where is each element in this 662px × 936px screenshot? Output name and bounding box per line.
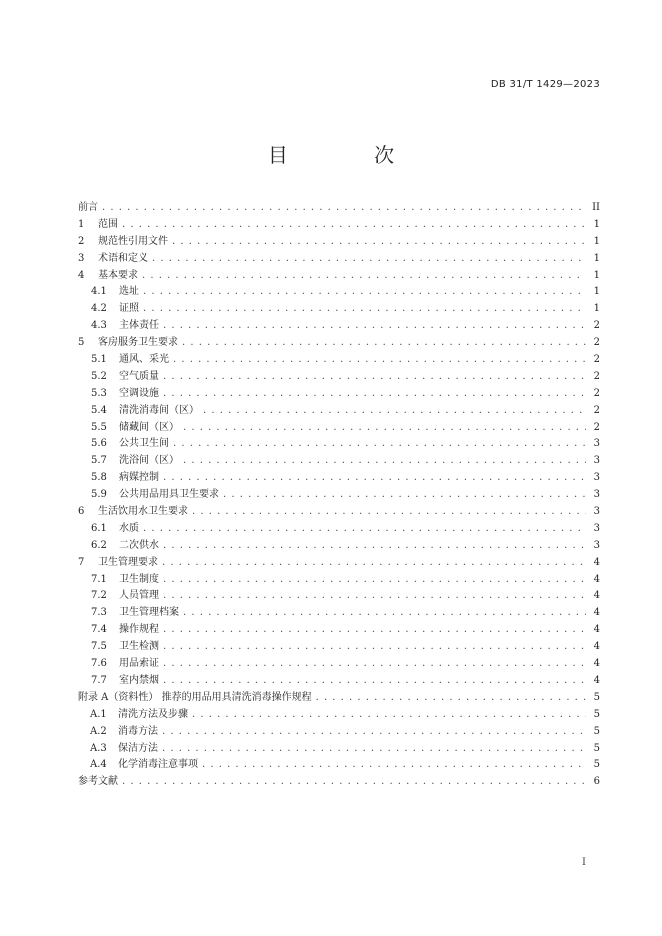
toc-leader-dots [163, 318, 586, 335]
toc-entry-number: A.3 [90, 742, 107, 754]
toc-entry-number: 6 [78, 506, 85, 518]
toc-entry-page: 2 [593, 320, 600, 332]
toc-leader-dots [162, 724, 586, 741]
toc-entry[interactable] [78, 656, 600, 673]
toc-entry-number: 7.5 [91, 641, 107, 653]
toc-leader-dots [223, 487, 586, 504]
toc-entry[interactable] [78, 707, 600, 724]
toc-entry[interactable] [78, 757, 600, 774]
toc-entry[interactable] [78, 453, 600, 470]
toc-entry[interactable] [78, 318, 600, 335]
toc-entry-number: 5.8 [91, 472, 107, 484]
toc-entry[interactable] [78, 724, 600, 741]
toc-leader-dots [162, 555, 586, 572]
toc-entry[interactable] [78, 420, 600, 437]
toc-entry-number: 4.1 [91, 286, 107, 298]
toc-entry[interactable] [78, 487, 600, 504]
toc-entry-page: 3 [593, 472, 600, 484]
toc-entry[interactable] [78, 538, 600, 555]
toc-entry-title: 生活饮用水卫生要求 [98, 506, 188, 518]
toc-entry-page: 3 [593, 506, 600, 518]
toc-entry[interactable] [78, 234, 600, 251]
toc-entry[interactable] [78, 605, 600, 622]
toc-entry-page: 5 [593, 759, 600, 771]
toc-leader-dots [183, 420, 586, 437]
toc-leader-dots [163, 369, 586, 386]
toc-entry-number: 4.3 [91, 320, 107, 332]
toc-entry[interactable] [78, 639, 600, 656]
toc-entry-page: 1 [593, 218, 600, 230]
toc-leader-dots [203, 403, 586, 420]
toc-entry-number: 5.6 [91, 438, 107, 450]
toc-entry-title: 保洁方法 [118, 742, 158, 754]
toc-entry[interactable] [78, 251, 600, 268]
toc-leader-dots [163, 639, 586, 656]
toc-entry-page: 4 [593, 573, 600, 585]
page-title: 目 次 [267, 143, 435, 167]
toc-entry-title: 卫生检测 [119, 641, 159, 653]
toc-entry-title: 空调设施 [119, 387, 159, 399]
toc-entry-page: 1 [593, 235, 600, 247]
toc-entry-page: 4 [593, 674, 600, 686]
toc-entry-number: 4.2 [91, 303, 107, 315]
toc-entry[interactable] [78, 673, 600, 690]
toc-entry-number: 5.5 [91, 421, 107, 433]
toc-entry-title: 选址 [119, 286, 139, 298]
toc-entry[interactable] [78, 284, 600, 301]
toc-entry-title: 化学消毒注意事项 [118, 759, 198, 771]
toc-entry-number: 5.7 [91, 455, 107, 467]
toc-entry[interactable] [78, 301, 600, 318]
toc-entry-page: 1 [593, 252, 600, 264]
toc-leader-dots [163, 673, 586, 690]
toc-leader-dots [152, 251, 586, 268]
toc-entry-page: 6 [593, 776, 600, 788]
toc-entry-number: 5.1 [91, 354, 107, 366]
toc-entry-title: 二次供水 [119, 539, 159, 551]
toc-entry-title: 清洗消毒间（区） [119, 404, 199, 416]
toc-entry-number: 5.2 [91, 370, 107, 382]
toc-entry-number: 6.1 [91, 522, 107, 534]
toc-entry-number: 5 [78, 337, 85, 349]
toc-entry-title: 基本要求 [98, 269, 138, 281]
toc-entry-page: 3 [593, 522, 600, 534]
toc-entry[interactable] [78, 622, 600, 639]
toc-leader-dots [172, 234, 586, 251]
toc-entry[interactable] [78, 588, 600, 605]
toc-leader-dots [182, 335, 586, 352]
toc-leader-dots [122, 217, 586, 234]
toc-entry-page: 4 [593, 590, 600, 602]
toc-leader-dots [163, 538, 586, 555]
toc-entry[interactable] [78, 369, 600, 386]
toc-leader-dots [163, 572, 586, 589]
toc-entry-page: 4 [593, 556, 600, 568]
toc-entry[interactable] [78, 690, 600, 707]
toc-entry-number: 7.6 [91, 658, 107, 670]
toc-entry[interactable] [78, 200, 600, 217]
document-code: DB 31/T 1429—2023 [490, 79, 600, 90]
toc-leader-dots [142, 268, 586, 285]
toc-entry[interactable] [78, 741, 600, 758]
toc-entry-page: 3 [593, 455, 600, 467]
toc-leader-dots [163, 622, 586, 639]
toc-entry-number: 7.3 [91, 607, 107, 619]
toc-leader-dots [183, 453, 586, 470]
toc-entry-page: 2 [593, 370, 600, 382]
toc-entry-page: 1 [593, 269, 600, 281]
toc-entry-page: 1 [593, 286, 600, 298]
toc-entry-title: 卫生管理要求 [98, 556, 158, 568]
toc-entry[interactable] [78, 555, 600, 572]
toc-entry-title: 附录 A（资料性） 推荐的用品用具清洗消毒操作规程 [78, 691, 312, 703]
toc-entry-number: 7.1 [91, 573, 107, 585]
toc-leader-dots [183, 605, 586, 622]
toc-entry-number: 7.4 [91, 624, 107, 636]
toc-entry-page: 2 [593, 421, 600, 433]
toc-entry-number: 2 [78, 235, 85, 247]
toc-entry-title: 证照 [119, 303, 139, 315]
toc-entry-number: 5.3 [91, 387, 107, 399]
toc-entry-number: 5.4 [91, 404, 107, 416]
toc-entry-title: 公共用品用具卫生要求 [119, 489, 219, 501]
toc-entry-page: 3 [593, 438, 600, 450]
toc-leader-dots [163, 656, 586, 673]
toc-entry-page: 4 [593, 641, 600, 653]
toc-entry-page: 4 [593, 624, 600, 636]
toc-entry-title: 通风、采光 [119, 354, 169, 366]
toc-entry-page: 5 [593, 725, 600, 737]
toc-entry-page: 5 [593, 742, 600, 754]
toc-entry-number: 6.2 [91, 539, 107, 551]
toc-entry-number: 7.2 [91, 590, 107, 602]
toc-entry[interactable] [78, 436, 600, 453]
toc-entry-title: 水质 [119, 522, 139, 534]
toc-entry-title: 病媒控制 [119, 472, 159, 484]
toc-leader-dots [163, 386, 586, 403]
toc-entry-number: 1 [78, 218, 85, 230]
toc-entry-page: 1 [593, 303, 600, 315]
toc-entry-number: 7 [78, 556, 85, 568]
toc-entry-title: 规范性引用文件 [98, 235, 168, 247]
toc-entry-title: 卫生制度 [119, 573, 159, 585]
toc-entry-page: 3 [593, 489, 600, 501]
toc-leader-dots [173, 352, 586, 369]
toc-leader-dots [192, 707, 586, 724]
toc-leader-dots [162, 741, 586, 758]
toc-entry-number: A.4 [90, 759, 107, 771]
toc-leader-dots [163, 588, 586, 605]
toc-entry-page: 2 [593, 387, 600, 399]
toc-entry-number: 4 [78, 269, 85, 281]
toc-entry[interactable] [78, 504, 600, 521]
toc-entry-title: 人员管理 [119, 590, 159, 602]
toc-entry-number: 3 [78, 252, 85, 264]
toc-leader-dots [192, 504, 586, 521]
toc-entry-number: 7.7 [91, 674, 107, 686]
toc-leader-dots [163, 470, 586, 487]
toc-entry-title: 储藏间（区） [119, 421, 179, 433]
toc-entry[interactable] [78, 352, 600, 369]
toc-entry-page: 5 [593, 708, 600, 720]
toc-leader-dots [143, 521, 586, 538]
toc-entry[interactable] [78, 386, 600, 403]
toc-entry-page: 4 [593, 607, 600, 619]
toc-leader-dots [202, 757, 586, 774]
toc-entry-title: 室内禁烟 [119, 674, 159, 686]
toc-entry-number: A.1 [90, 708, 107, 720]
toc-entry-number: A.2 [90, 725, 107, 737]
toc-entry-page: 3 [593, 539, 600, 551]
table-of-contents [78, 200, 600, 791]
toc-entry-title: 洗浴间（区） [119, 455, 179, 467]
toc-entry-title: 操作规程 [119, 624, 159, 636]
toc-leader-dots [102, 200, 586, 217]
toc-entry[interactable] [78, 470, 600, 487]
toc-entry-page: 2 [593, 354, 600, 366]
toc-leader-dots [122, 774, 586, 791]
toc-entry[interactable] [78, 268, 600, 285]
toc-entry[interactable] [78, 572, 600, 589]
toc-leader-dots [143, 301, 586, 318]
toc-entry[interactable] [78, 774, 600, 791]
toc-entry-title: 空气质量 [119, 370, 159, 382]
toc-entry-title: 用品索证 [119, 658, 159, 670]
toc-entry-title: 前言 [78, 202, 98, 213]
toc-leader-dots [143, 284, 586, 301]
toc-entry[interactable] [78, 403, 600, 420]
toc-entry[interactable] [78, 335, 600, 352]
toc-entry[interactable] [78, 521, 600, 538]
toc-leader-dots [316, 690, 586, 707]
toc-entry-page: 4 [593, 658, 600, 670]
toc-entry-title: 参考文献 [78, 776, 118, 788]
toc-entry-title: 消毒方法 [118, 725, 158, 737]
toc-entry-page: 2 [593, 404, 600, 416]
toc-entry-title: 范围 [98, 218, 118, 230]
toc-leader-dots [173, 436, 586, 453]
toc-entry-number: 5.9 [91, 489, 107, 501]
toc-entry-page: II [592, 202, 600, 213]
toc-entry-title: 客房服务卫生要求 [98, 337, 178, 349]
toc-entry-title: 术语和定义 [98, 252, 148, 264]
toc-entry-title: 清洗方法及步骤 [118, 708, 188, 720]
toc-entry-title: 主体责任 [119, 320, 159, 332]
toc-entry-title: 公共卫生间 [119, 438, 169, 450]
toc-entry-title: 卫生管理档案 [119, 607, 179, 619]
toc-entry[interactable] [78, 217, 600, 234]
page-number: I [582, 857, 586, 868]
toc-entry-page: 5 [593, 691, 600, 703]
toc-entry-page: 2 [593, 337, 600, 349]
